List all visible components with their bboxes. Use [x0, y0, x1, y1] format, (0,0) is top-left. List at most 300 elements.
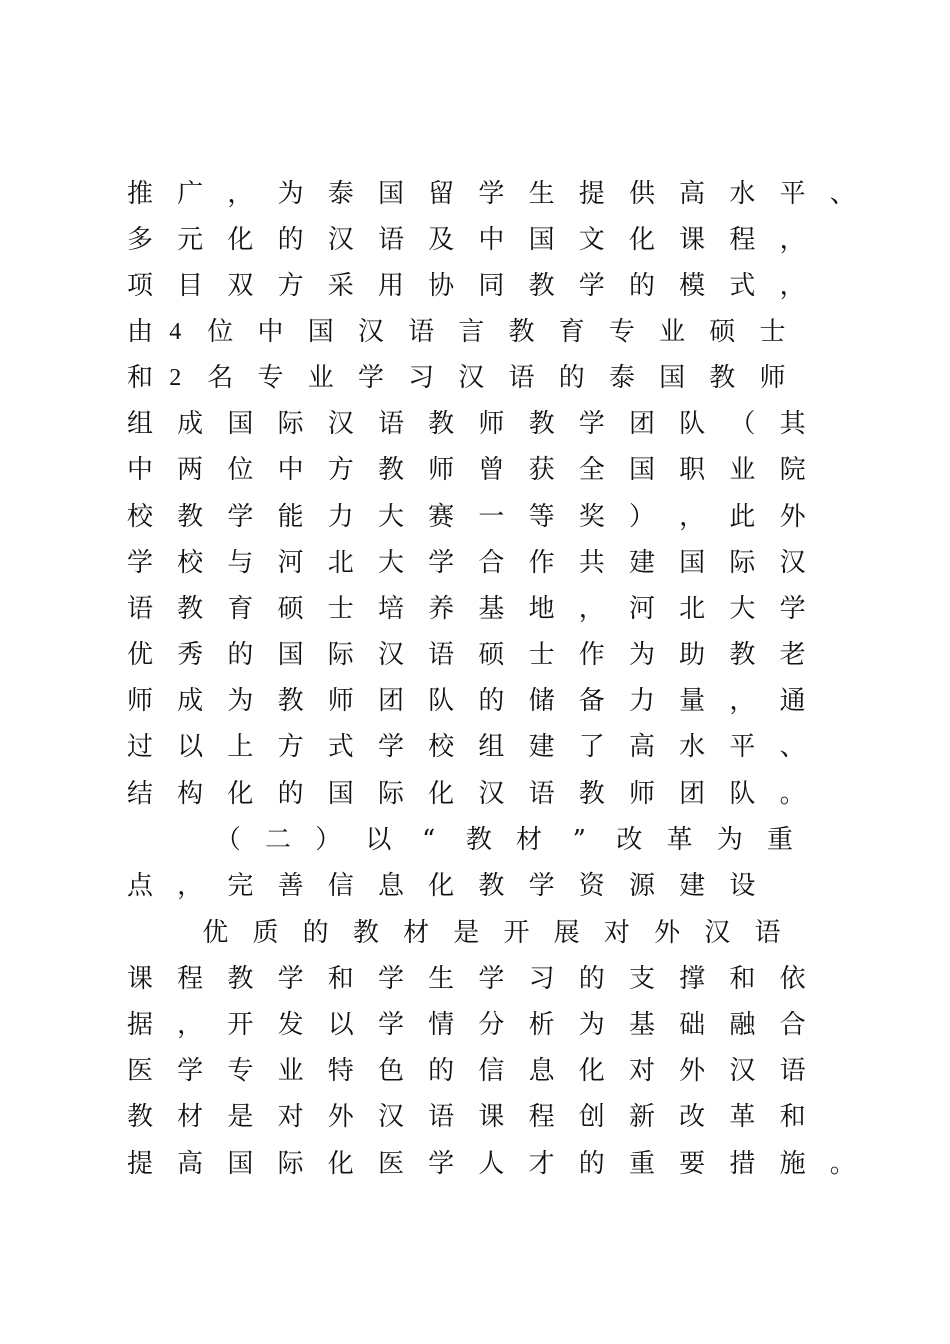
char-glyph: 和: [126, 363, 153, 393]
char-glyph: 的: [277, 779, 304, 809]
char-glyph: 地: [528, 594, 555, 624]
text-line: [0, 1144, 950, 1184]
char-glyph: 人: [478, 1149, 505, 1179]
char-glyph: 的: [578, 1149, 605, 1179]
char-glyph: 校: [126, 502, 153, 532]
char-glyph: 对: [603, 918, 630, 948]
char-glyph: 建: [679, 871, 706, 901]
text-line: [0, 913, 950, 953]
char-glyph: 泰: [327, 179, 354, 209]
char-glyph: 中: [257, 317, 284, 347]
char-glyph: 学: [578, 409, 605, 439]
char-glyph: 教: [126, 1102, 153, 1132]
char-glyph: 施: [779, 1149, 806, 1179]
char-glyph: 中: [126, 455, 153, 485]
char-glyph: 际: [377, 779, 404, 809]
char-glyph: 改: [616, 825, 643, 855]
char-glyph: 教: [177, 594, 204, 624]
char-glyph: 高: [177, 1149, 204, 1179]
char-glyph: 和: [729, 964, 756, 994]
char-glyph: 国: [227, 409, 254, 439]
char-glyph: 学: [377, 964, 404, 994]
char-glyph: 学: [177, 1056, 204, 1086]
char-glyph: 校: [428, 732, 455, 762]
char-glyph: 和: [779, 1102, 806, 1132]
char-glyph: 基: [628, 1010, 655, 1040]
char-glyph: 发: [277, 1010, 304, 1040]
text-line: [0, 635, 950, 675]
char-glyph: 汉: [779, 548, 806, 578]
char-glyph: 团: [377, 686, 404, 716]
char-glyph: “: [421, 825, 436, 855]
text-line: [0, 959, 950, 999]
char-glyph: 汉: [729, 1056, 756, 1086]
char-glyph: 名: [207, 363, 234, 393]
char-glyph: 语: [779, 1056, 806, 1086]
char-glyph: 大: [377, 502, 404, 532]
char-glyph: 与: [227, 548, 254, 578]
char-glyph: 采: [327, 271, 354, 301]
text-line: [0, 1097, 950, 1137]
char-glyph: 学: [277, 964, 304, 994]
char-glyph: 据: [126, 1010, 153, 1040]
char-glyph: 析: [528, 1010, 555, 1040]
char-glyph: 语: [508, 363, 535, 393]
char-glyph: 教: [377, 455, 404, 485]
char-glyph: 为: [578, 1010, 605, 1040]
text-line: [0, 266, 950, 306]
char-glyph: 革: [666, 825, 693, 855]
char-glyph: ）: [628, 502, 655, 532]
char-glyph: 程: [729, 225, 756, 255]
char-glyph: 材: [516, 825, 543, 855]
char-glyph: 成: [177, 686, 204, 716]
char-glyph: 习: [528, 964, 555, 994]
text-line: [0, 450, 950, 490]
char-glyph: 医: [126, 1056, 153, 1086]
char-glyph: 硕: [478, 640, 505, 670]
char-glyph: 硕: [709, 317, 736, 347]
char-glyph: 式: [327, 732, 354, 762]
char-glyph: 的: [578, 964, 605, 994]
char-glyph: 中: [277, 455, 304, 485]
char-glyph: 业: [729, 455, 756, 485]
char-glyph: 的: [478, 686, 505, 716]
char-glyph: 广: [177, 179, 204, 209]
text-line: [0, 404, 950, 444]
char-glyph: 汉: [327, 225, 354, 255]
char-glyph: 了: [578, 732, 605, 762]
char-glyph: 育: [227, 594, 254, 624]
char-glyph: 队: [729, 779, 756, 809]
char-glyph: 课: [679, 225, 706, 255]
char-glyph: 国: [327, 779, 354, 809]
char-glyph: 备: [578, 686, 605, 716]
char-glyph: 外: [327, 1102, 354, 1132]
char-glyph: 秀: [177, 640, 204, 670]
char-glyph: 。: [829, 1149, 856, 1179]
char-glyph: 对: [277, 1102, 304, 1132]
char-glyph: 合: [779, 1010, 806, 1040]
char-glyph: 化: [227, 779, 254, 809]
char-glyph: 水: [729, 179, 756, 209]
char-glyph: 学: [578, 271, 605, 301]
char-glyph: 师: [759, 363, 786, 393]
char-glyph: 方: [277, 271, 304, 301]
char-glyph: 成: [177, 409, 204, 439]
char-glyph: 双: [227, 271, 254, 301]
char-glyph: 师: [327, 686, 354, 716]
char-glyph: 供: [628, 179, 655, 209]
char-glyph: 结: [126, 779, 153, 809]
char-glyph: 能: [277, 502, 304, 532]
char-glyph: 教: [729, 640, 756, 670]
char-glyph: 学: [126, 548, 153, 578]
char-glyph: 学: [377, 732, 404, 762]
text-line: [0, 589, 950, 629]
char-glyph: 上: [227, 732, 254, 762]
char-glyph: 等: [528, 502, 555, 532]
char-glyph: 汉: [704, 918, 731, 948]
char-glyph: 两: [177, 455, 204, 485]
char-glyph: 际: [277, 1149, 304, 1179]
char-glyph: 育: [558, 317, 585, 347]
char-glyph: 源: [628, 871, 655, 901]
char-glyph: 共: [578, 548, 605, 578]
char-glyph: 学: [478, 964, 505, 994]
section-heading-line: [0, 820, 950, 860]
char-glyph: ）: [315, 825, 342, 855]
char-glyph: 撑: [679, 964, 706, 994]
char-glyph: 国: [227, 1149, 254, 1179]
char-glyph: 际: [277, 409, 304, 439]
char-glyph: 硕: [277, 594, 304, 624]
char-glyph: 改: [679, 1102, 706, 1132]
char-glyph: 。: [779, 779, 806, 809]
char-glyph: 和: [327, 964, 354, 994]
char-glyph: 培: [377, 594, 404, 624]
char-glyph: 队: [679, 409, 706, 439]
char-glyph: 量: [679, 686, 706, 716]
char-glyph: 元: [177, 225, 204, 255]
char-glyph: 以: [177, 732, 204, 762]
char-glyph: 教: [227, 964, 254, 994]
text-line: [0, 312, 950, 352]
char-glyph: 同: [478, 271, 505, 301]
char-glyph: 通: [779, 686, 806, 716]
char-glyph: 汉: [458, 363, 485, 393]
char-glyph: 多: [126, 225, 153, 255]
char-glyph: 师: [428, 455, 455, 485]
char-glyph: 助: [679, 640, 706, 670]
text-line: [0, 681, 950, 721]
char-glyph: 泰: [608, 363, 635, 393]
char-glyph: 二: [265, 825, 292, 855]
char-glyph: 重: [767, 825, 794, 855]
char-glyph: 专: [257, 363, 284, 393]
char-glyph: 语: [528, 779, 555, 809]
char-glyph: 模: [679, 271, 706, 301]
char-glyph: 学: [357, 363, 384, 393]
char-glyph: 教: [277, 686, 304, 716]
char-glyph: 其: [779, 409, 806, 439]
char-glyph: 士: [327, 594, 354, 624]
char-glyph: ，: [227, 179, 254, 209]
char-glyph: 院: [779, 455, 806, 485]
char-glyph: 完: [227, 871, 254, 901]
char-glyph: 高: [628, 732, 655, 762]
char-glyph: 国: [628, 455, 655, 485]
char-glyph: 点: [126, 871, 153, 901]
char-glyph: 医: [377, 1149, 404, 1179]
char-glyph: 材: [403, 918, 430, 948]
text-line: [0, 1051, 950, 1091]
char-glyph: 的: [227, 640, 254, 670]
char-glyph: 色: [377, 1056, 404, 1086]
char-glyph: 团: [679, 779, 706, 809]
text-line: [0, 497, 950, 537]
char-glyph: 奖: [578, 502, 605, 532]
char-glyph: 为: [277, 179, 304, 209]
char-glyph: 才: [528, 1149, 555, 1179]
char-glyph: 语: [408, 317, 435, 347]
char-glyph: 言: [458, 317, 485, 347]
char-glyph: 重: [628, 1149, 655, 1179]
char-glyph: 职: [679, 455, 706, 485]
char-glyph: 语: [377, 225, 404, 255]
char-glyph: 河: [277, 548, 304, 578]
char-glyph: 教: [528, 409, 555, 439]
char-glyph: 学: [528, 871, 555, 901]
char-glyph: 协: [428, 271, 455, 301]
char-glyph: ，: [779, 225, 806, 255]
char-glyph: 展: [553, 918, 580, 948]
char-glyph: 语: [377, 409, 404, 439]
char-glyph: 化: [628, 225, 655, 255]
char-glyph: 要: [679, 1149, 706, 1179]
char-glyph: 储: [528, 686, 555, 716]
char-glyph: 以: [327, 1010, 354, 1040]
char-glyph: 国: [528, 225, 555, 255]
char-glyph: 基: [478, 594, 505, 624]
char-glyph: 语: [428, 1102, 455, 1132]
char-glyph: 程: [177, 964, 204, 994]
char-glyph: 学: [428, 548, 455, 578]
char-glyph: 教: [528, 271, 555, 301]
char-glyph: 教: [177, 502, 204, 532]
text-line: [0, 543, 950, 583]
char-glyph: 方: [327, 455, 354, 485]
char-glyph: 力: [327, 502, 354, 532]
char-glyph: ”: [572, 825, 586, 855]
char-glyph: 平: [779, 179, 806, 209]
char-glyph: 生: [428, 964, 455, 994]
char-glyph: 合: [478, 548, 505, 578]
char-glyph: 外: [654, 918, 681, 948]
char-glyph: 学: [377, 1010, 404, 1040]
char-glyph: 化: [428, 779, 455, 809]
char-glyph: 4: [169, 319, 182, 345]
char-glyph: 汉: [327, 409, 354, 439]
char-glyph: 师: [126, 686, 153, 716]
char-glyph: 的: [558, 363, 585, 393]
text-line: [0, 174, 950, 214]
char-glyph: 建: [628, 548, 655, 578]
char-glyph: 、: [829, 179, 856, 209]
char-glyph: 中: [478, 225, 505, 255]
char-glyph: 化: [227, 225, 254, 255]
char-glyph: 师: [478, 409, 505, 439]
char-glyph: 学: [478, 179, 505, 209]
char-glyph: 国: [659, 363, 686, 393]
char-glyph: 优: [126, 640, 153, 670]
char-glyph: 开: [503, 918, 530, 948]
char-glyph: 团: [628, 409, 655, 439]
char-glyph: 河: [628, 594, 655, 624]
char-glyph: ，: [177, 1010, 204, 1040]
char-glyph: （: [729, 409, 756, 439]
char-glyph: 的: [277, 225, 304, 255]
char-glyph: 汉: [478, 779, 505, 809]
section-heading-line: [0, 866, 950, 906]
char-glyph: 汉: [377, 640, 404, 670]
char-glyph: 学: [428, 1149, 455, 1179]
char-glyph: 提: [126, 1149, 153, 1179]
char-glyph: 业: [659, 317, 686, 347]
char-glyph: 汉: [377, 1102, 404, 1132]
char-glyph: 化: [428, 871, 455, 901]
text-line: [0, 727, 950, 767]
char-glyph: 新: [628, 1102, 655, 1132]
char-glyph: 国: [277, 640, 304, 670]
char-glyph: 为: [227, 686, 254, 716]
char-glyph: 善: [277, 871, 304, 901]
char-glyph: 支: [628, 964, 655, 994]
char-glyph: 学: [779, 594, 806, 624]
char-glyph: 曾: [478, 455, 505, 485]
char-glyph: ，: [679, 502, 706, 532]
char-glyph: ，: [779, 271, 806, 301]
char-glyph: ，: [177, 871, 204, 901]
char-glyph: 北: [679, 594, 706, 624]
char-glyph: ，: [729, 686, 756, 716]
char-glyph: 组: [478, 732, 505, 762]
char-glyph: 外: [779, 502, 806, 532]
char-glyph: 水: [679, 732, 706, 762]
char-glyph: 国: [679, 548, 706, 578]
char-glyph: 教: [478, 871, 505, 901]
char-glyph: 大: [729, 594, 756, 624]
char-glyph: 化: [327, 1149, 354, 1179]
char-glyph: 教: [709, 363, 736, 393]
char-glyph: 师: [628, 779, 655, 809]
char-glyph: 外: [679, 1056, 706, 1086]
char-glyph: 信: [327, 871, 354, 901]
char-glyph: 设: [729, 871, 756, 901]
char-glyph: 是: [453, 918, 480, 948]
char-glyph: 教: [352, 918, 379, 948]
char-glyph: 、: [779, 732, 806, 762]
char-glyph: 为: [628, 640, 655, 670]
char-glyph: 学: [227, 502, 254, 532]
char-glyph: 老: [779, 640, 806, 670]
char-glyph: 一: [478, 502, 505, 532]
char-glyph: 2: [169, 365, 182, 391]
char-glyph: 过: [126, 732, 153, 762]
char-glyph: 及: [428, 225, 455, 255]
char-glyph: 是: [227, 1102, 254, 1132]
char-glyph: 士: [528, 640, 555, 670]
char-glyph: 业: [307, 363, 334, 393]
text-line: [0, 774, 950, 814]
text-line: [0, 1005, 950, 1045]
char-glyph: 教: [465, 825, 492, 855]
char-glyph: 为: [716, 825, 743, 855]
char-glyph: 以: [365, 825, 392, 855]
char-glyph: 获: [528, 455, 555, 485]
char-glyph: 习: [408, 363, 435, 393]
char-glyph: 息: [377, 871, 404, 901]
char-glyph: 位: [227, 455, 254, 485]
char-glyph: 作: [578, 640, 605, 670]
char-glyph: 组: [126, 409, 153, 439]
char-glyph: 建: [528, 732, 555, 762]
char-glyph: 国: [377, 179, 404, 209]
char-glyph: 的: [628, 271, 655, 301]
char-glyph: 作: [528, 548, 555, 578]
char-glyph: 依: [779, 964, 806, 994]
char-glyph: 高: [679, 179, 706, 209]
char-glyph: 课: [478, 1102, 505, 1132]
char-glyph: 用: [377, 271, 404, 301]
char-glyph: 对: [628, 1056, 655, 1086]
char-glyph: 创: [578, 1102, 605, 1132]
char-glyph: 大: [377, 548, 404, 578]
char-glyph: 教: [508, 317, 535, 347]
char-glyph: 项: [126, 271, 153, 301]
char-glyph: 际: [327, 640, 354, 670]
char-glyph: 息: [528, 1056, 555, 1086]
char-glyph: 课: [126, 964, 153, 994]
char-glyph: 赛: [428, 502, 455, 532]
char-glyph: 校: [177, 548, 204, 578]
char-glyph: 士: [759, 317, 786, 347]
char-glyph: 全: [578, 455, 605, 485]
char-glyph: 语: [126, 594, 153, 624]
text-line: [0, 220, 950, 260]
char-glyph: 提: [578, 179, 605, 209]
char-glyph: 语: [428, 640, 455, 670]
char-glyph: 际: [729, 548, 756, 578]
char-glyph: 文: [578, 225, 605, 255]
char-glyph: 国: [307, 317, 334, 347]
char-glyph: 北: [327, 548, 354, 578]
char-glyph: 程: [528, 1102, 555, 1132]
char-glyph: 此: [729, 502, 756, 532]
char-glyph: 生: [528, 179, 555, 209]
char-glyph: 信: [478, 1056, 505, 1086]
char-glyph: 革: [729, 1102, 756, 1132]
char-glyph: 式: [729, 271, 756, 301]
char-glyph: ，: [578, 594, 605, 624]
char-glyph: 教: [428, 409, 455, 439]
char-glyph: 措: [729, 1149, 756, 1179]
char-glyph: 特: [327, 1056, 354, 1086]
text-line: [0, 358, 950, 398]
char-glyph: 汉: [357, 317, 384, 347]
char-glyph: 养: [428, 594, 455, 624]
char-glyph: 融: [729, 1010, 756, 1040]
